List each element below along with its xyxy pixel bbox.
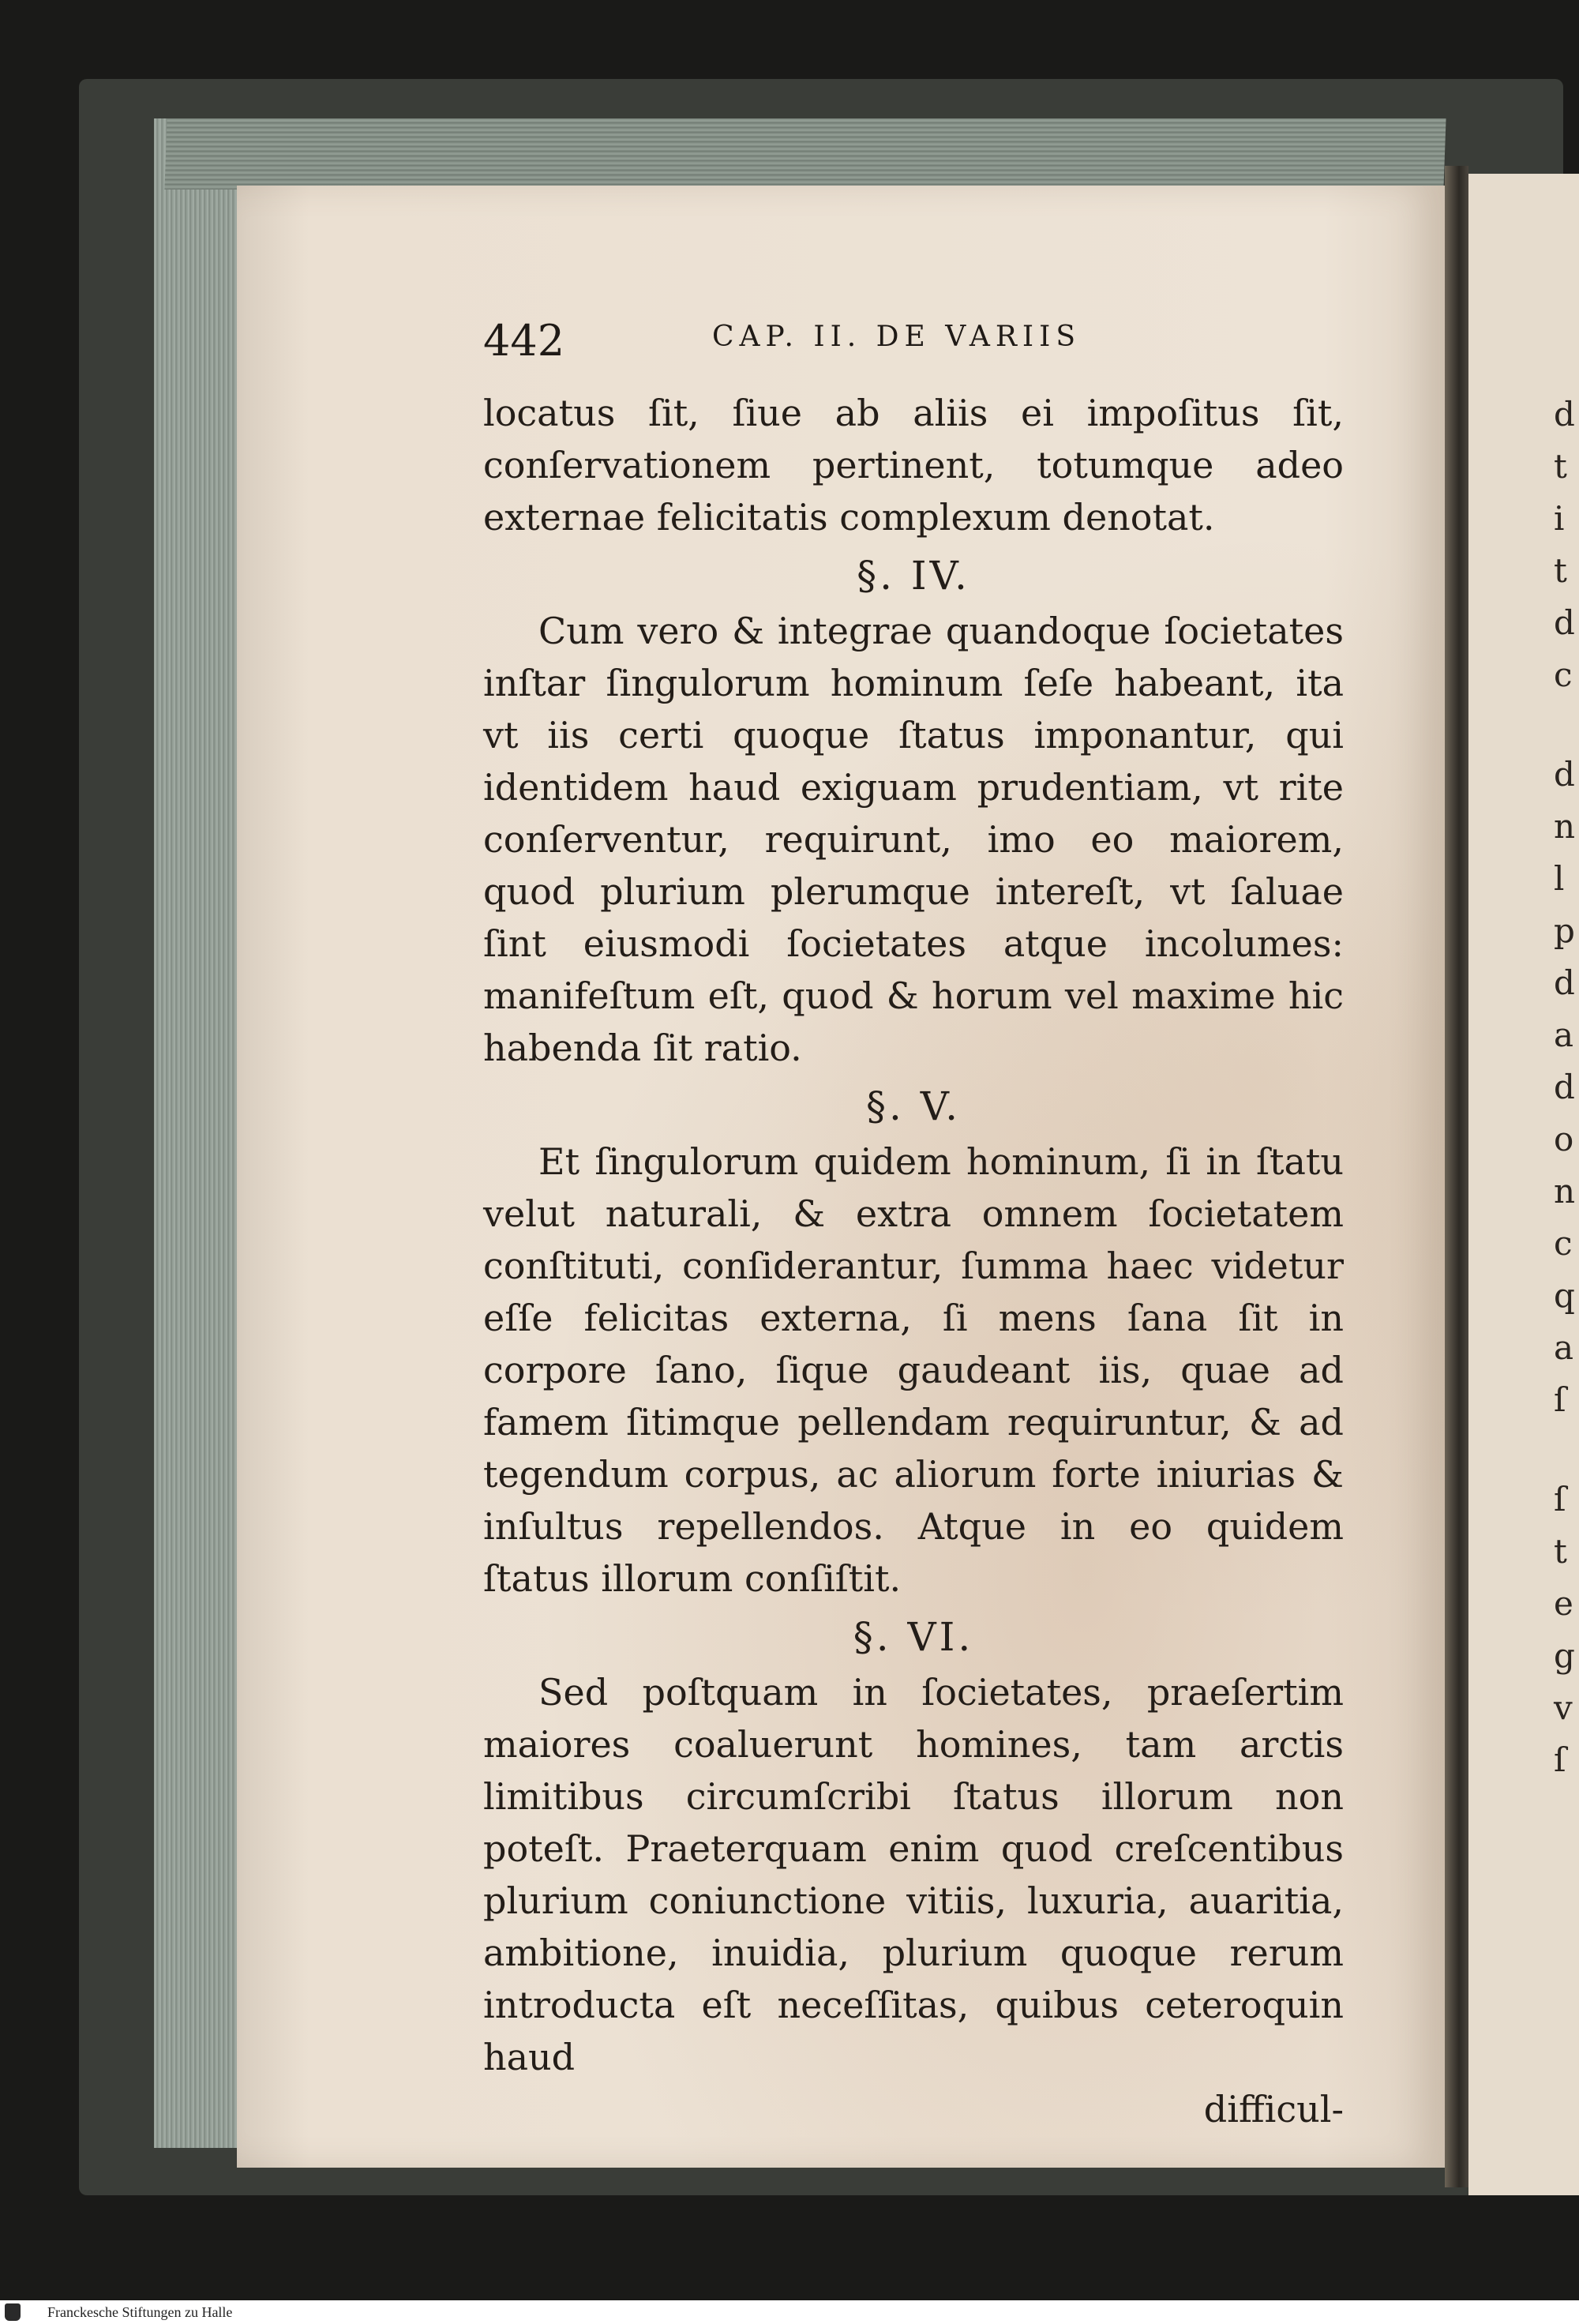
facing-page-letter: d bbox=[1554, 755, 1575, 794]
facing-page-letter: n bbox=[1554, 1172, 1576, 1211]
section-heading-v: §. V. bbox=[865, 1083, 962, 1129]
institution-logo-icon bbox=[5, 2303, 21, 2321]
facing-page-letter: ſ bbox=[1554, 1380, 1566, 1419]
footer-institution: Franckesche Stiftungen zu Halle bbox=[47, 2304, 233, 2320]
paragraph-continued: locatus ſit, ſiue ab aliis ei impoſitus ſit, conſervationem pertinent, totumque adeo externae felicitatis complexum denotat. bbox=[483, 392, 1344, 539]
facing-page-letter: c bbox=[1554, 1224, 1573, 1263]
section-heading-vi: §. VI. bbox=[853, 1614, 974, 1660]
facing-page-letter: t bbox=[1554, 447, 1567, 486]
facing-page-letter: q bbox=[1554, 1276, 1575, 1315]
page-body bbox=[483, 387, 1344, 2135]
facing-page-letter: p bbox=[1554, 911, 1575, 950]
facing-page-letter: t bbox=[1554, 551, 1567, 590]
paragraph-section-iv: Cum vero & integrae quandoque ſocietates inſtar ſingulorum hominum ſeſe habeant, ita vt iis certi quoque ſtatus imponantur, qui identidem haud exiguam prudentiam, vt rite conſerventur, requirunt, imo eo maiorem, quod plurium plerumque intereſt, vt ſaluae ſint eiusmodi ſocietates atque incolumes: manifeſtum eſt, quod & horum vel maxime hic habenda ſit ratio. bbox=[483, 610, 1344, 1069]
facing-page-letter: n bbox=[1554, 807, 1576, 846]
page-stack-top bbox=[164, 118, 1446, 190]
facing-page-letter: d bbox=[1554, 395, 1575, 434]
facing-page-letter: ſ bbox=[1554, 1740, 1566, 1779]
facing-page-letter: g bbox=[1554, 1636, 1575, 1675]
paragraph-section-v: Et ſingulorum quidem hominum, ſi in ſtatu velut naturali, & extra omnem ſocietatem conſtituti, conſiderantur, ſumma haec videtur eſſe felicitas externa, ſi mens ſana ſit in corpore ſano, ſique gaudeant iis, quae ad famem ſitimque pellendam requiruntur, & ad tegendum corpus, ac aliorum forte iniurias & inſultus repellendos. Atque in eo quidem ſtatus illorum conſiſtit. bbox=[483, 1140, 1344, 1600]
facing-page-letter: o bbox=[1554, 1120, 1574, 1158]
running-title: CAP. II. DE VARIIS bbox=[712, 321, 1082, 353]
facing-page-letter: c bbox=[1554, 655, 1573, 694]
facing-page-letter: d bbox=[1554, 963, 1575, 1002]
paragraph-section-vi: Sed poſtquam in ſocietates, praeſertim maiores coaluerunt homines, tam arctis limitibus circumſcribi ſtatus illorum non poteſt. Praeterquam enim quod creſcentibus plurium coniunctione vitiis, luxuria, auaritia, ambitione, inuidia, plurium quoque rerum introducta eſt neceſſitas, quibus ceteroquin haud bbox=[483, 1671, 1344, 2078]
page-stack-edge bbox=[154, 118, 241, 2148]
page-header bbox=[483, 316, 1352, 371]
facing-page-letter: a bbox=[1554, 1328, 1574, 1367]
facing-page-letter: l bbox=[1554, 859, 1565, 898]
facing-page-letter: t bbox=[1554, 1532, 1567, 1571]
facing-page-letter: a bbox=[1554, 1016, 1574, 1054]
facing-page-letter: d bbox=[1554, 603, 1575, 642]
catchword: difficul- bbox=[1203, 2088, 1344, 2131]
facing-page-letter: ſ bbox=[1554, 1480, 1566, 1519]
facing-page-letter: d bbox=[1554, 1068, 1575, 1106]
facing-page-letter: v bbox=[1554, 1688, 1573, 1727]
section-heading-iv: §. IV. bbox=[857, 553, 970, 599]
page-number: 442 bbox=[483, 316, 565, 366]
footer-bar bbox=[0, 2300, 1579, 2324]
book-gutter bbox=[1445, 166, 1468, 2187]
facing-page-letter: e bbox=[1554, 1584, 1573, 1623]
facing-page-letter: i bbox=[1554, 499, 1565, 538]
